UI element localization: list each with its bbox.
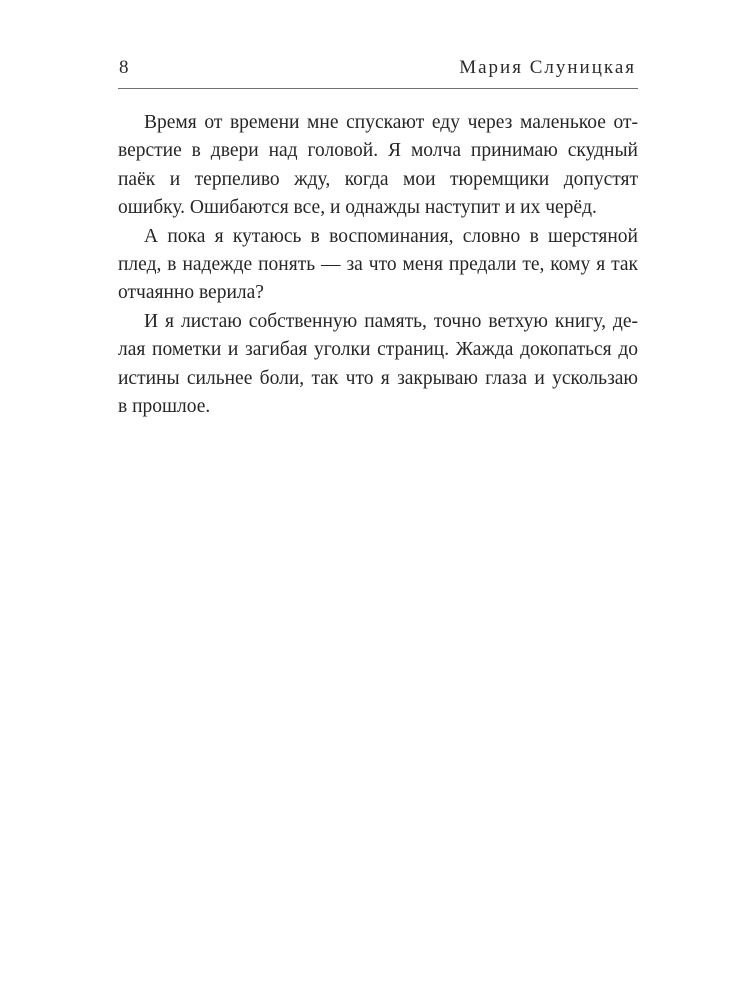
- text-line: паёк и терпеливо жду, когда мои тюремщики допустят: [118, 168, 638, 190]
- paragraph-1: [118, 109, 638, 223]
- text-line: Время от времени мне спускают еду через маленькое от-: [144, 112, 638, 133]
- text-line: истины сильнее боли, так что я закрываю глаза и ускользаю: [118, 367, 638, 389]
- page-number: 8: [119, 57, 129, 78]
- running-head-author: Мария Слуницкая: [459, 57, 636, 78]
- paragraph-2: [118, 223, 638, 308]
- text-line: плед, в надежде понять — за что меня предали те, кому я так: [118, 253, 638, 275]
- page-header: [118, 57, 638, 85]
- text-line: верстие в двери над головой. Я молча принимаю скудный: [118, 140, 638, 162]
- text-line: в прошлое.: [118, 395, 211, 417]
- paragraph-3: [118, 308, 638, 422]
- body-text: [118, 109, 638, 421]
- text-line: И я листаю собственную память, точно ветхую книгу, де-: [144, 310, 638, 332]
- text-line: ошибку. Ошибаются все, и однажды наступит и их черёд.: [118, 197, 597, 219]
- text-line: лая пометки и загибая уголки страниц. Жажда докопаться до: [118, 339, 638, 361]
- text-line: А пока я кутаюсь в воспоминания, словно в шерстяной: [144, 225, 638, 247]
- header-rule: [118, 88, 638, 89]
- text-line: отчаянно верила?: [118, 282, 264, 304]
